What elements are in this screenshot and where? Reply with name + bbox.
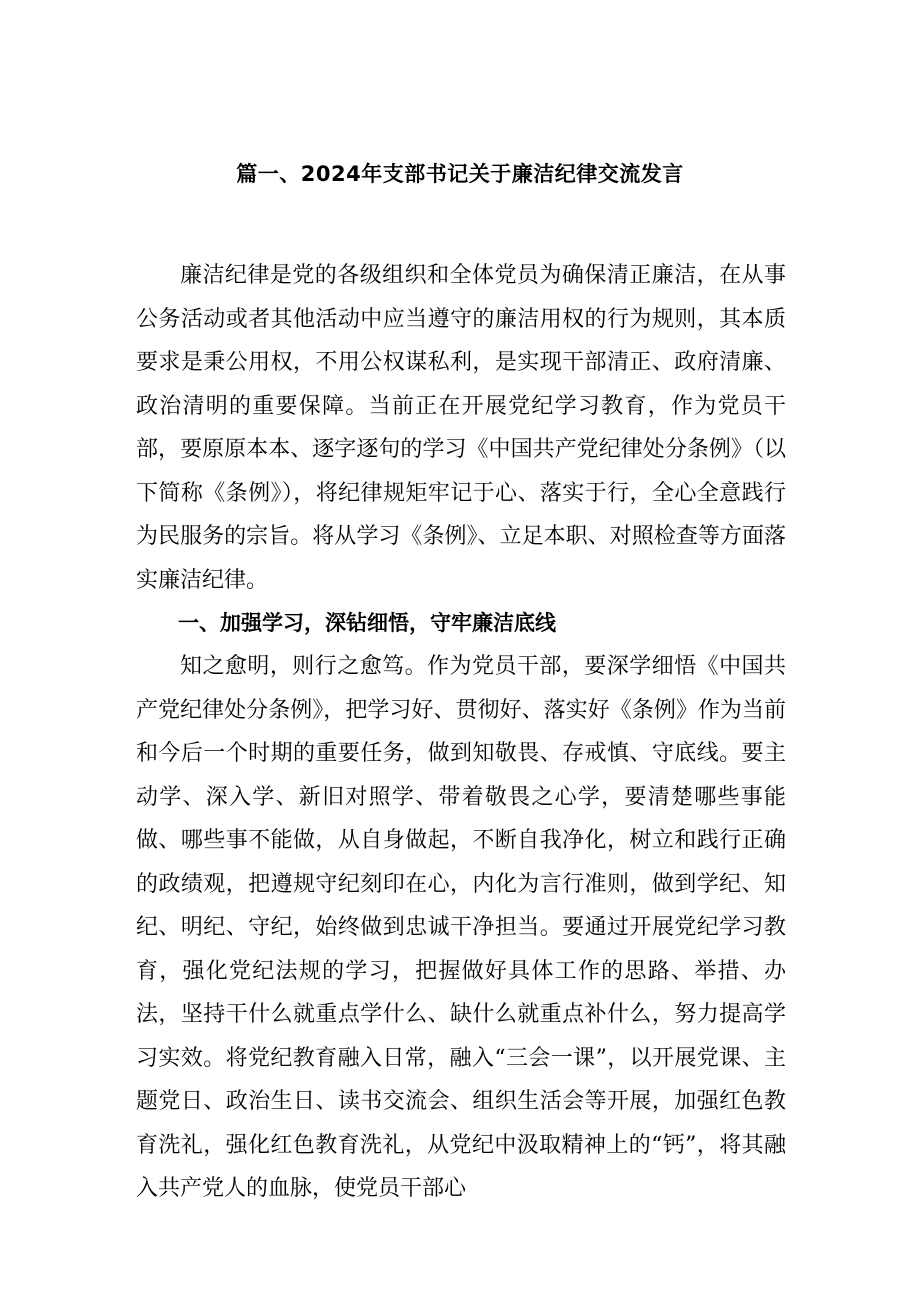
document-title: 篇一、2024年支部书记关于廉洁纪律交流发言: [236, 162, 684, 186]
section-heading: 一、加强学习，深钻细悟，守牢廉洁底线: [178, 611, 556, 635]
intro-paragraph: 廉洁纪律是党的各级组织和全体党员为确保清正廉洁，在从事公务活动或者其他活动中应当遵守的廉洁用权的行为规则，其本质要求是秉公用权，不用公权谋私利，是实现干部清正、政府清廉、政治清明的重要保障。当前正在开展党纪学习教育，作为党员干部，要原原本本、逐字逐句的学习《中国共产党纪律处分条例》（以下简称《条例》），将纪律规矩牢记于心、落实于行，全心全意践行为民服务的宗旨。将从学习《条例》、立足本职、对照检查等方面落实廉洁纪律。: [136, 263, 786, 593]
section-paragraph: 知之愈明，则行之愈笃。作为党员干部，要深学细悟《中国共产党纪律处分条例》，把学习好、贯彻好、落实好《条例》作为当前和今后一个时期的重要任务，做到知敬畏、存戒慎、守底线。要主动学、深入学、新旧对照学、带着敬畏之心学，要清楚哪些事能做、哪些事不能做，从自身做起，不断自我净化，树立和践行正确的政绩观，把遵规守纪刻印在心，内化为言行准则，做到学纪、知纪、明纪、守纪，始终做到忠诚干净担当。要通过开展党纪学习教育，强化党纪法规的学习，把握做好具体工作的思路、举措、办法，坚持干什么就重点学什么、缺什么就重点补什么，努力提高学习实效。将党纪教育融入日常，融入“三会一课”，以开展党课、主题党日、政治生日、读书交流会、组织生活会等开展，加强红色教育洗礼，强化红色教育洗礼，从党纪中汲取精神上的“钙”，将其融入共产党人的血脉，使党员干部心: [136, 654, 786, 1201]
